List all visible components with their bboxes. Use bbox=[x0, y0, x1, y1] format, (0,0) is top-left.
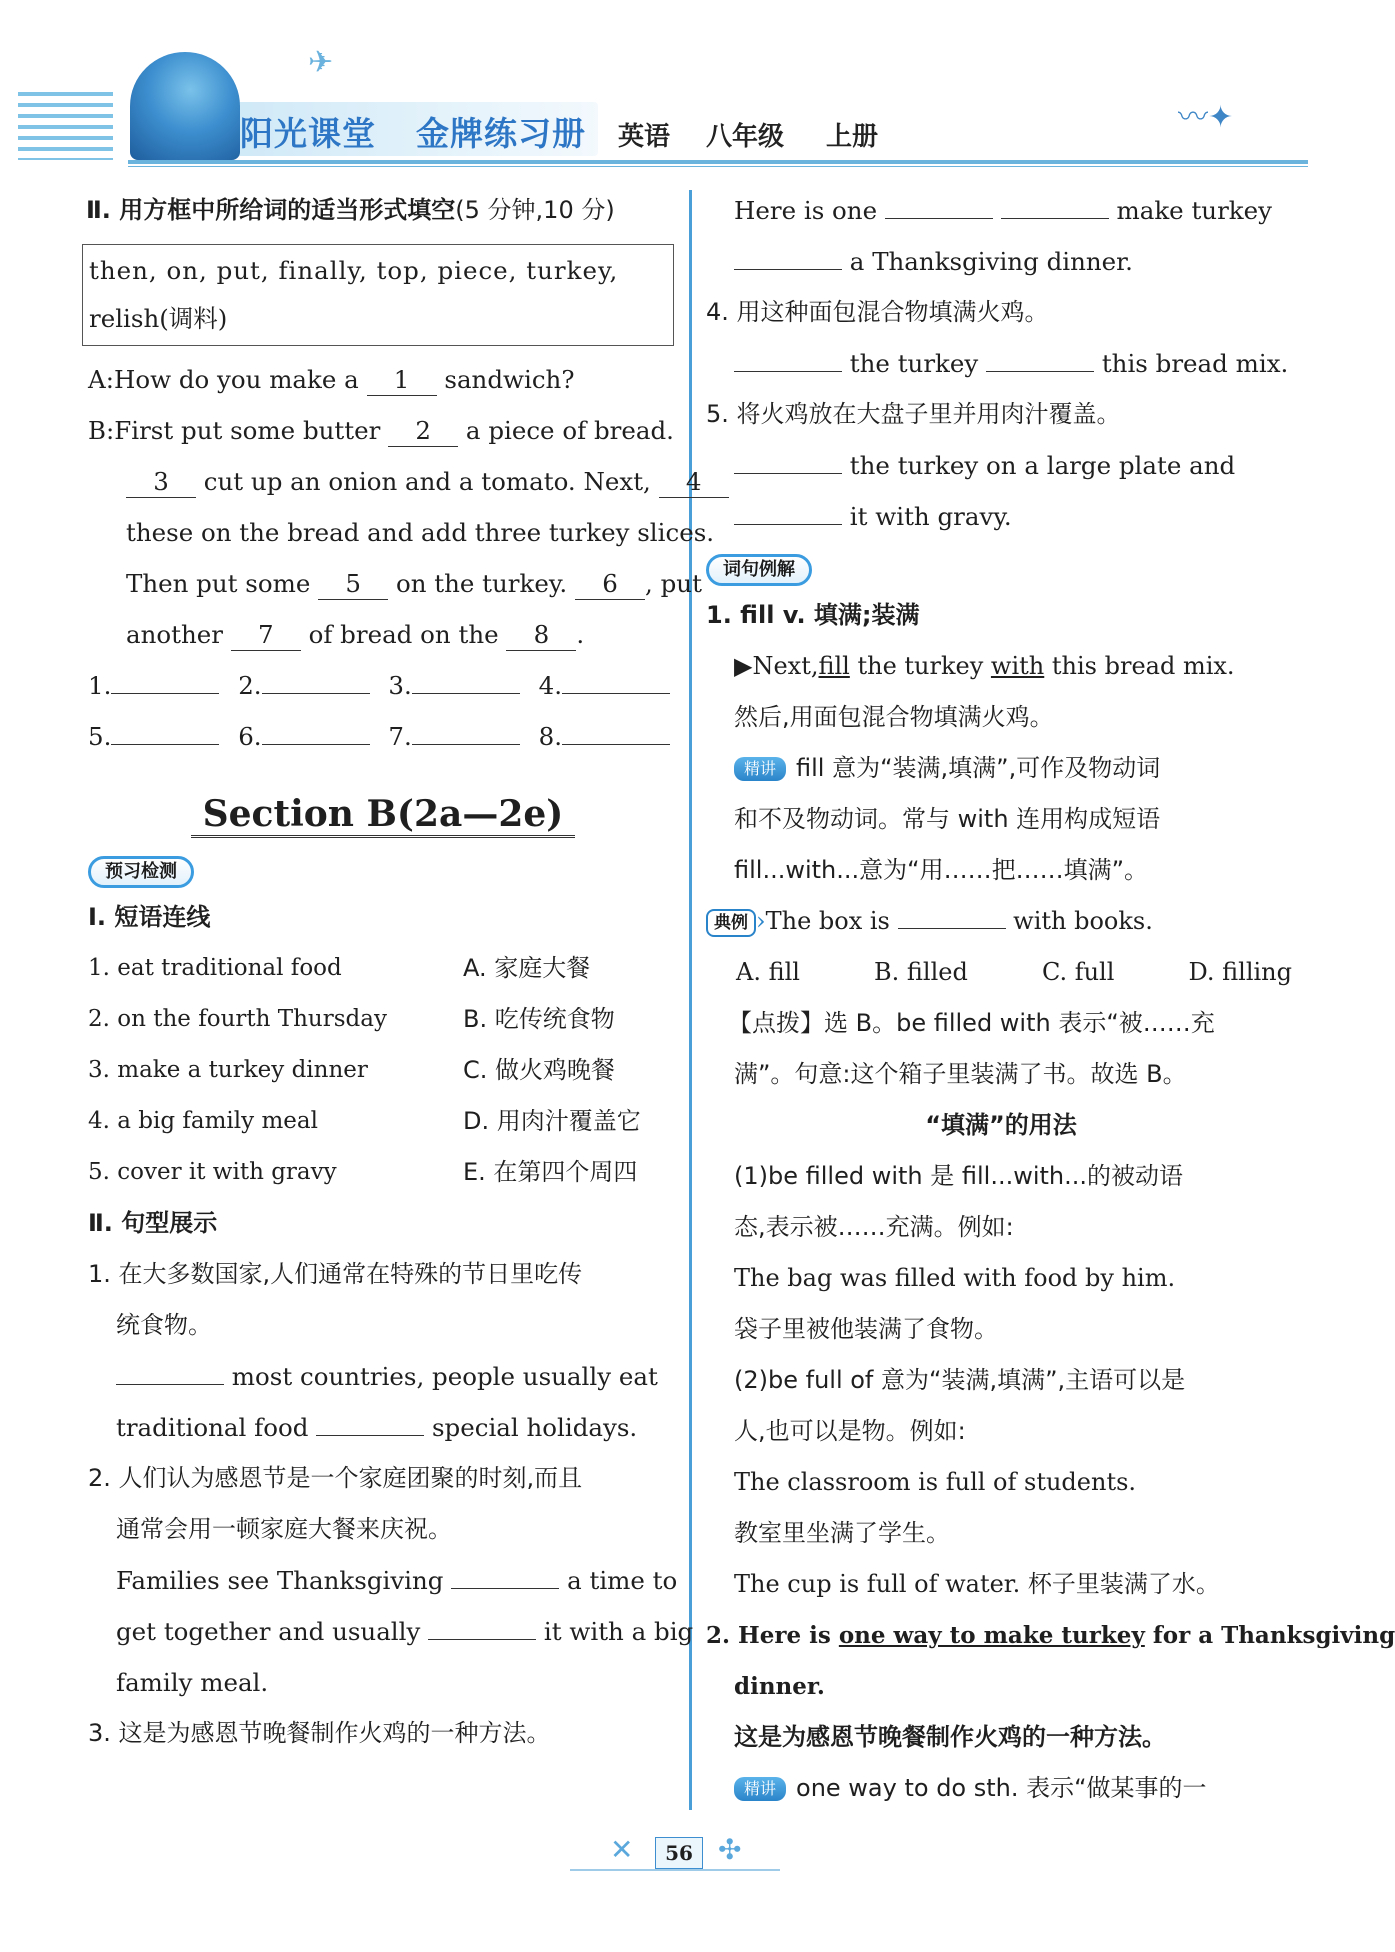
text: one way to do sth. 表示“做某事的一 bbox=[796, 1774, 1207, 1802]
s2-en-a bbox=[88, 1555, 678, 1606]
answer-num: 2. bbox=[238, 671, 262, 700]
text: a Thanksgiving dinner. bbox=[849, 247, 1133, 276]
answer-blank[interactable] bbox=[562, 663, 670, 694]
text: make turkey bbox=[1116, 196, 1272, 225]
options-row bbox=[706, 947, 1296, 998]
v1-note-b: 和不及物动词。常与 with 连用构成短语 bbox=[734, 805, 1161, 833]
u2-cn1: 教室里坐满了学生。 bbox=[734, 1519, 950, 1547]
page-header bbox=[18, 40, 1308, 165]
s4-cn: 4. 用这种面包混合物填满火鸡。 bbox=[706, 298, 1049, 326]
text: 2. Here is bbox=[706, 1622, 831, 1649]
answer-blank[interactable] bbox=[562, 714, 670, 745]
dialog-text: on the turkey. bbox=[395, 569, 568, 598]
word-box bbox=[82, 244, 674, 346]
text: the turkey bbox=[857, 652, 984, 680]
answer-slot[interactable] bbox=[238, 660, 369, 711]
dialog-b5 bbox=[88, 609, 678, 660]
s1-en-a bbox=[88, 1351, 678, 1402]
dialog-text: . bbox=[576, 620, 585, 649]
usage-title: “填满”的用法 bbox=[925, 1111, 1077, 1139]
column-divider bbox=[689, 190, 692, 1810]
text: traditional food bbox=[116, 1413, 309, 1442]
u2-en1: The classroom is full of students. bbox=[734, 1468, 1137, 1496]
q2-title: Ⅱ. 用方框中所给词的适当形式填空 bbox=[86, 196, 456, 224]
text: for a Thanksgiving bbox=[1152, 1622, 1395, 1649]
answer-slot[interactable] bbox=[238, 711, 369, 762]
match-row bbox=[88, 943, 678, 994]
volume: 上册 bbox=[826, 122, 879, 152]
blank-3[interactable]: 3 bbox=[126, 467, 196, 498]
text: Families see Thanksgiving bbox=[116, 1566, 444, 1595]
u2-a: (2)be full of 意为“装满,填满”,主语可以是 bbox=[734, 1366, 1186, 1394]
blank[interactable] bbox=[898, 898, 1006, 929]
vocab-tag: 词句例解 bbox=[706, 554, 812, 586]
v1-note-a bbox=[706, 743, 1296, 794]
brand-name-1: 阳光课堂 bbox=[240, 114, 376, 153]
subject: 英语 bbox=[618, 122, 671, 152]
match-row bbox=[88, 1045, 678, 1096]
match-row bbox=[88, 994, 678, 1045]
paper-plane-icon: ✈ bbox=[308, 45, 334, 80]
text: with bbox=[990, 652, 1045, 680]
text: fill bbox=[818, 652, 850, 680]
s1-en-b bbox=[88, 1402, 678, 1453]
dialog-text: a piece of bread. bbox=[465, 416, 674, 445]
v1-example-cn: 然后,用面包混合物填满火鸡。 bbox=[734, 703, 1054, 731]
text: this bread mix. bbox=[1051, 652, 1235, 680]
dialog-text: , put bbox=[645, 569, 702, 598]
blank[interactable] bbox=[116, 1354, 224, 1385]
text: it with a big bbox=[543, 1617, 694, 1646]
match-en: 3. make a turkey dinner bbox=[88, 1057, 368, 1083]
q2-heading bbox=[86, 185, 678, 236]
s5-cn: 5. 将火鸡放在大盘子里并用肉汁覆盖。 bbox=[706, 400, 1121, 428]
text: most countries, people usually eat bbox=[231, 1362, 658, 1391]
blank[interactable] bbox=[734, 443, 842, 474]
v2-cn: 这是为感恩节晚餐制作火鸡的一种方法。 bbox=[734, 1723, 1166, 1751]
blank-8[interactable]: 8 bbox=[506, 620, 576, 651]
tip-b: 满”。句意:这个箱子里装满了书。故选 B。 bbox=[734, 1060, 1187, 1088]
dialog-b1 bbox=[88, 405, 678, 456]
dialog-text: B:First put some butter bbox=[88, 416, 381, 445]
answer-slot[interactable] bbox=[88, 660, 219, 711]
s3-en-b bbox=[706, 236, 1296, 287]
dialog-text: of bread on the bbox=[308, 620, 499, 649]
answer-row-2 bbox=[88, 711, 678, 762]
text: this bread mix. bbox=[1101, 349, 1289, 378]
header-rule-thin bbox=[128, 166, 1308, 167]
s5-en-a bbox=[706, 440, 1296, 491]
s3-cn: 3. 这是为感恩节晚餐制作火鸡的一种方法。 bbox=[88, 1719, 551, 1747]
match-en: 1. eat traditional food bbox=[88, 955, 342, 981]
v1-note-c: fill...with...意为“用……把……填满”。 bbox=[734, 856, 1149, 884]
text: one way to make turkey bbox=[838, 1622, 1145, 1649]
s3-en-a bbox=[706, 185, 1296, 236]
v1-example bbox=[706, 641, 1296, 692]
jingjiang-tag: 精讲 bbox=[734, 757, 786, 781]
blank-7[interactable]: 7 bbox=[231, 620, 301, 651]
s2-cn-b: 通常会用一顿家庭大餐来庆祝。 bbox=[116, 1515, 452, 1543]
page-number: 56 bbox=[655, 1837, 703, 1869]
header-rule bbox=[128, 160, 1308, 164]
dialog-text: sandwich? bbox=[444, 365, 575, 394]
s2-cn-a: 2. 人们认为感恩节是一个家庭团聚的时刻,而且 bbox=[88, 1464, 583, 1492]
answer-blank[interactable] bbox=[412, 663, 520, 694]
match-en: 4. a big family meal bbox=[88, 1108, 318, 1134]
page-footer bbox=[570, 1833, 780, 1873]
match-cn: A. 家庭大餐 bbox=[463, 954, 591, 982]
dialog-text: another bbox=[126, 620, 223, 649]
answer-num: 4. bbox=[538, 671, 562, 700]
blank[interactable] bbox=[885, 188, 993, 219]
u1-b: 态,表示被……充满。例如: bbox=[734, 1213, 1014, 1241]
section-title-text: Section B(2a—2e) bbox=[191, 793, 576, 838]
match-en: 5. cover it with gravy bbox=[88, 1159, 337, 1185]
blank-5[interactable]: 5 bbox=[318, 569, 388, 600]
blank[interactable] bbox=[451, 1558, 559, 1589]
part1-title: Ⅰ. 短语连线 bbox=[88, 903, 211, 931]
text: special holidays. bbox=[431, 1413, 638, 1442]
right-column bbox=[706, 185, 1395, 1814]
v2-head-a bbox=[706, 1610, 1395, 1661]
match-row bbox=[88, 1096, 678, 1147]
answer-num: 8. bbox=[538, 722, 562, 751]
dianli-tag: 典例 bbox=[706, 909, 756, 937]
u1-a: (1)be filled with 是 fill...with...的被动语 bbox=[734, 1162, 1184, 1190]
u2-b: 人,也可以是物。例如: bbox=[734, 1417, 966, 1445]
dialog-text: Then put some bbox=[126, 569, 311, 598]
word-box-line-2: relish(调料) bbox=[89, 304, 228, 333]
match-row bbox=[88, 1147, 678, 1198]
answer-num: 5. bbox=[88, 722, 112, 751]
text: get together and usually bbox=[116, 1617, 421, 1646]
blank-1[interactable]: 1 bbox=[367, 365, 437, 396]
birds-icon: 〰✦ bbox=[1178, 100, 1234, 135]
part2-title: Ⅱ. 句型展示 bbox=[88, 1209, 218, 1237]
q2-time: (5 分钟,10 分) bbox=[455, 196, 615, 224]
option-b[interactable]: B. filled bbox=[874, 958, 968, 986]
answer-blank[interactable] bbox=[111, 714, 219, 745]
text: it with gravy. bbox=[849, 502, 1012, 531]
answer-blank[interactable] bbox=[262, 714, 370, 745]
s2-en-b bbox=[88, 1606, 694, 1657]
dialog-b4 bbox=[88, 558, 702, 609]
u1-en: The bag was filled with food by him. bbox=[734, 1264, 1176, 1292]
s2-en-c: family meal. bbox=[116, 1668, 269, 1697]
answer-slot[interactable] bbox=[539, 711, 670, 762]
match-cn: B. 吃传统食物 bbox=[463, 1005, 615, 1033]
answer-blank[interactable] bbox=[412, 714, 520, 745]
text: The box is bbox=[765, 907, 890, 935]
dialog-a bbox=[88, 354, 678, 405]
grade: 八年级 bbox=[706, 122, 785, 152]
dialog-b2 bbox=[88, 456, 702, 507]
answer-slot[interactable] bbox=[388, 660, 519, 711]
blank[interactable] bbox=[428, 1609, 536, 1640]
v1-head: 1. fill v. 填满;装满 bbox=[706, 601, 920, 629]
brand-name-2: 金牌练习册 bbox=[416, 114, 586, 153]
blank[interactable] bbox=[734, 239, 842, 270]
text: ▶Next, bbox=[734, 652, 819, 680]
dialog-text: cut up an onion and a tomato. Next, bbox=[203, 467, 651, 496]
pinwheel-icon: ✣ bbox=[718, 1833, 742, 1866]
blank[interactable] bbox=[734, 494, 842, 525]
s5-en-b bbox=[706, 491, 1296, 542]
answer-num: 7. bbox=[388, 722, 412, 751]
blank-2[interactable]: 2 bbox=[388, 416, 458, 447]
answer-num: 6. bbox=[238, 722, 262, 751]
globe-logo-icon bbox=[130, 52, 240, 160]
footer-rule bbox=[570, 1869, 780, 1871]
s1-cn-b: 统食物。 bbox=[116, 1311, 212, 1339]
preview-tag: 预习检测 bbox=[88, 856, 194, 888]
blank-6[interactable]: 6 bbox=[575, 569, 645, 600]
option-d[interactable]: D. filling bbox=[1188, 958, 1292, 986]
dialog-text: A:How do you make a bbox=[88, 365, 359, 394]
v2-note bbox=[706, 1763, 1296, 1814]
blank[interactable] bbox=[986, 341, 1094, 372]
answer-row-1 bbox=[88, 660, 678, 711]
answer-num: 1. bbox=[88, 671, 112, 700]
s4-en bbox=[706, 338, 1296, 389]
match-en: 2. on the fourth Thursday bbox=[88, 1006, 387, 1032]
v2-head-b: dinner. bbox=[734, 1673, 825, 1700]
blank-4[interactable]: 4 bbox=[659, 467, 729, 498]
chevron-right-icon: › bbox=[756, 907, 766, 935]
answer-blank[interactable] bbox=[262, 663, 370, 694]
text: fill 意为“装满,填满”,可作及物动词 bbox=[796, 754, 1161, 782]
dialog-b3: these on the bread and add three turkey slices. bbox=[126, 518, 715, 547]
answer-num: 3. bbox=[388, 671, 412, 700]
answer-slot[interactable] bbox=[88, 711, 219, 762]
dianli-line bbox=[706, 896, 1296, 947]
answer-blank[interactable] bbox=[111, 663, 219, 694]
blank[interactable] bbox=[1001, 188, 1109, 219]
tip-a: 【点拨】选 B。be filled with 表示“被……充 bbox=[728, 1009, 1215, 1037]
word-box-line-1: then, on, put, finally, top, piece, turkey, bbox=[89, 256, 619, 285]
text: the turkey on a large plate and bbox=[849, 451, 1236, 480]
answer-slot[interactable] bbox=[388, 711, 519, 762]
u1-cn: 袋子里被他装满了食物。 bbox=[734, 1315, 998, 1343]
option-a[interactable]: A. fill bbox=[736, 958, 800, 986]
match-cn: D. 用肉汁覆盖它 bbox=[463, 1107, 641, 1135]
match-cn: C. 做火鸡晚餐 bbox=[463, 1056, 616, 1084]
s1-cn-a: 1. 在大多数国家,人们通常在特殊的节日里吃传 bbox=[88, 1260, 583, 1288]
option-c[interactable]: C. full bbox=[1041, 958, 1115, 986]
left-column bbox=[86, 185, 715, 1759]
blank[interactable] bbox=[734, 341, 842, 372]
section-title bbox=[88, 784, 678, 844]
text: the turkey bbox=[849, 349, 979, 378]
text: Here is one bbox=[734, 196, 878, 225]
blank[interactable] bbox=[316, 1405, 424, 1436]
text: a time to bbox=[567, 1566, 678, 1595]
match-cn: E. 在第四个周四 bbox=[463, 1158, 638, 1186]
header-stripes bbox=[18, 92, 113, 160]
u2-en2: The cup is full of water. 杯子里装满了水。 bbox=[734, 1570, 1220, 1598]
text: with books. bbox=[1013, 907, 1153, 935]
star-icon: ✕ bbox=[610, 1833, 634, 1866]
jingjiang-tag: 精讲 bbox=[734, 1777, 786, 1801]
answer-slot[interactable] bbox=[539, 660, 670, 711]
